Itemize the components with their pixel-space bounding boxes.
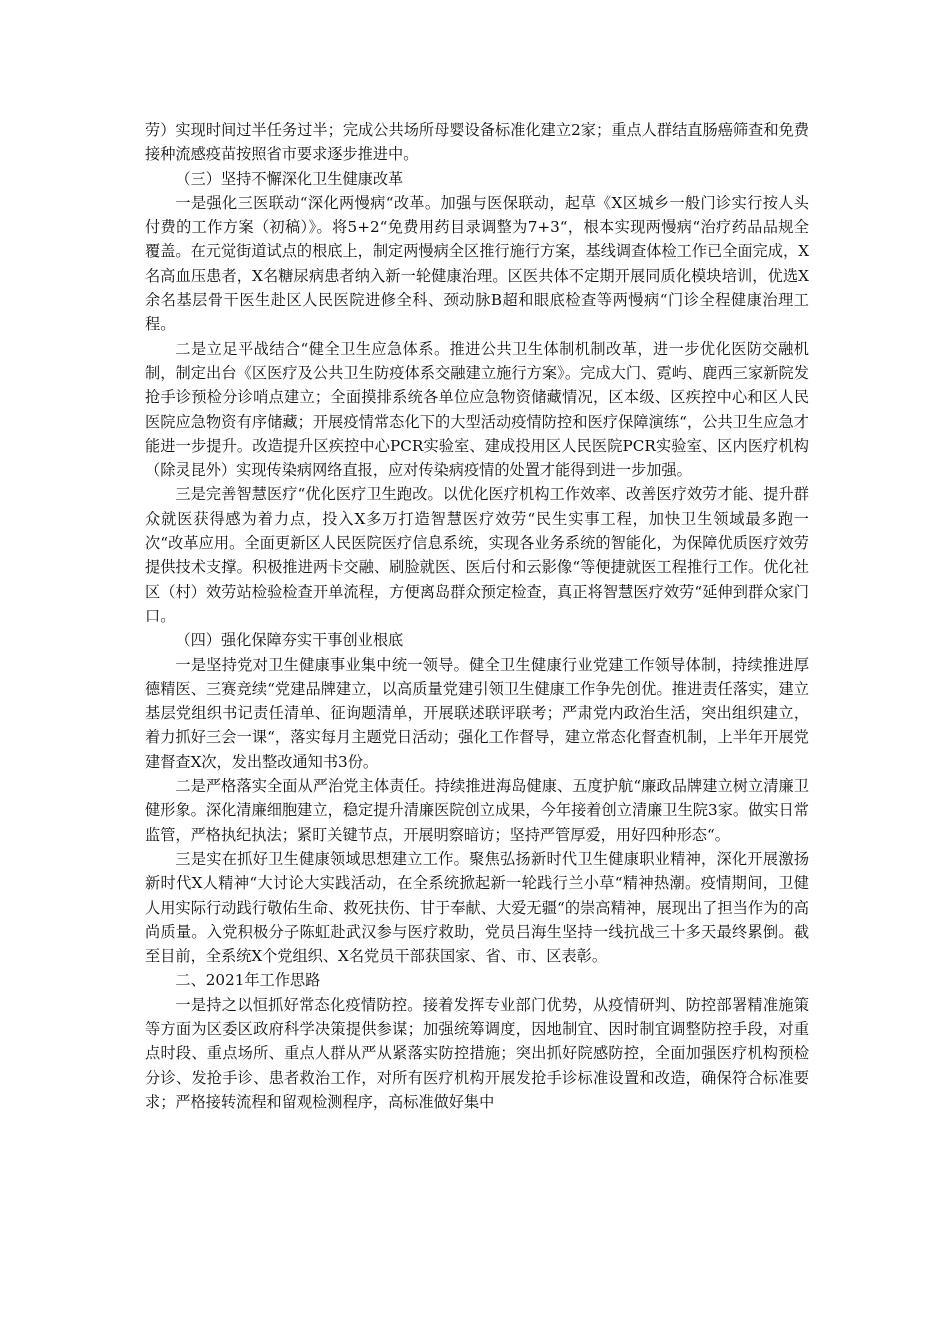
document-body: [145, 118, 809, 1114]
paragraph-epidemic-prevention: 一是持之以恒抓好常态化疫情防控。接着发挥专业部门优势，从疫情研判、防控部署精准施策等方面为区委区政府科学决策提供参谋；加强统筹调度，因地制宜、因时制宜调整防控手段，对重点时段、重点场所、重点人群从严从紧落实防控措施；突出抓好院感防控，全面加强医疗机构预检分诊、发抢手诊、患者救治工作，对所有医疗机构开展发抢手诊标准设置和改造，确保符合标准要求；严格接转流程和留观检测程序，高标准做好集中: [145, 995, 809, 1111]
paragraph-ideological-work: 三是实在抓好卫生健康领域思想建立工作。聚焦弘扬新时代卫生健康职业精神，深化开展激扬新时代X人精神“大讨论大实践活动，在全系统掀起新一轮践行兰小草“精神热潮。疫情期间，卫健人用实际行动践行敬佑生命、救死扶伤、甘于奉献、大爱无疆“的崇高精神，展现出了担当作为的高尚质量。入党积极分子陈虹赴武汉参与医疗救助，党员吕海生坚持一线抗战三十多天最终累倒。截至目前，全系统X个党组织、X名党员干部获国家、省、市、区表彰。: [145, 849, 809, 966]
paragraph-smart-medical: 三是完善智慧医疗“优化医疗卫生跑改。以优化医疗机构工作效率、改善医疗效劳才能、提升群众就医获得感为着力点，投入X多万打造智慧医疗效劳“民生实事工程，加快卫生领域最多跑一次“改革应用。全面更新区人民医院医疗信息系统，实现各业务系统的智能化，为保障优质医疗效劳提供技术支撑。积极推进两卡交融、刷脸就医、医后付和云影像“等便捷就医工程推行工作。优化社区（村）效劳站检验检查开单流程，方便离岛群众预定检查，真正将智慧医疗效劳“延伸到群众家门口。: [145, 485, 809, 625]
paragraph-strict-governance: 二是严格落实全面从严治党主体责任。持续推进海岛健康、五度护航“廉政品牌建立树立清廉卫健形象。深化清廉细胞建立，稳定提升清廉医院创立成果，今年接着创立清廉卫生院3家。做实日常监管，严格执纪执法；紧盯关键节点，开展明察暗访；坚持严管厚爱，用好四种形态“。: [145, 777, 809, 844]
paragraph-two-chronic-diseases: 一是强化三医联动“深化两慢病“改革。加强与医保联动，起草《X区城乡一般门诊实行按人头付费的工作方案（初稿）》。将5+2“免费用药目录调整为7+3“，根本实现两慢病“治疗药品品规全覆盖。在元觉街道试点的根底上，制定两慢病全区推行施行方案，基线调查体检工作已全面完成，X名高血压患者，X名糖尿病患者纳入新一轮健康治理。区医共体不定期开展同质化模块培训，优选X余名基层骨干医生赴区人民医院进修全科、颈动脉B超和眼底检查等两慢病“门诊全程健康治理工程。: [145, 193, 809, 334]
paragraph-party-leadership: 一是坚持党对卫生健康事业集中统一领导。健全卫生健康行业党建工作领导体制，持续推进厚德精医、三赛竞续“党建品牌建立，以高质量党建引领卫生健康工作争先创优。推进责任落实，建立基层党组织书记责任清单、征询题清单，开展联述联评联考；严肃党内政治生活，突出组织建立，着力抓好三会一课“，落实每月主题党日活动；强化工作督导，建立常态化督查机制，上半年开展党建督查X次，发出整改通知书3份。: [145, 655, 809, 771]
paragraph-continued: 劳）实现时间过半任务过半；完成公共场所母婴设备标准化建立2家；重点人群结直肠癌筛查和免费接种流感疫苗按照省市要求逐步推进中。: [145, 121, 809, 164]
section-heading-guarantee: （四）强化保障夯实干事创业根底: [175, 631, 404, 650]
section-heading-reform: （三）坚持不懈深化卫生健康改革: [175, 169, 404, 188]
paragraph-health-emergency: 二是立足平战结合“健全卫生应急体系。推进公共卫生体制机制改革，进一步优化医防交融机制，制定出台《区医疗及公共卫生防疫体系交融建立施行方案》。完成大门、霓屿、鹿西三家新院发抢手诊预检分诊哨点建立；全面摸排系统各单位应急物资储藏情况，区本级、区疾控中心和区人民医院应急物资有序储藏；开展疫情常态化下的大型活动疫情防控和医疗保障演练“，公共卫生应急才能进一步提升。改造提升区疾控中心PCR实验室、建成投用区人民医院PCR实验室、区内医疗机构（除灵昆外）实现传染病网络直报，应对传染病疫情的处置才能得到进一步加强。: [145, 339, 809, 480]
section-heading-2021-plan: 二、2021年工作思路: [175, 971, 321, 990]
